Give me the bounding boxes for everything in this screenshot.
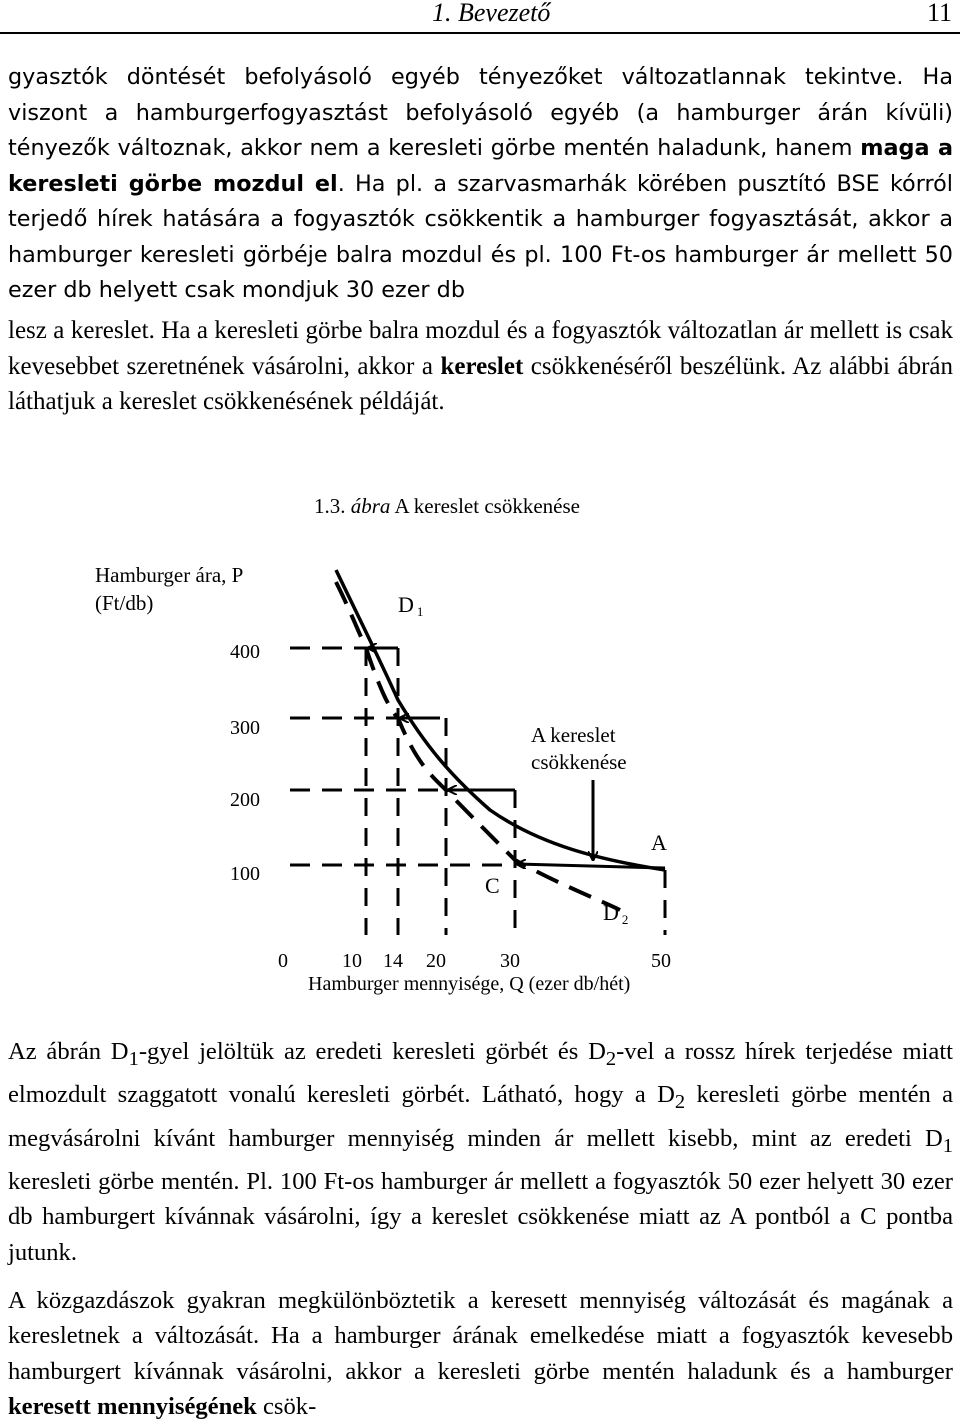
annotation-line2: csökkenése [531, 750, 627, 774]
point-a-label: A [651, 830, 667, 855]
p1-text-b: . Ha pl. a szarvasmarhák körében pusztító BSE kórról terjedő hírek hatására a fogyasztók csökkentik a hamburger fogyasztását, akkor a hamburger keresleti görbéje balra mozdul és pl. 100 Ft-os hamburger ár mellett 50 ezer db helyett csak mondjuk 30 ezer db [8, 170, 953, 303]
p1-text-a: gyasztók döntését befolyásoló egyéb tényezőket változatlannak tekintve. Ha viszont a hamburgerfogyasztást befolyásoló egyéb (a hamburger árán kívüli) tényezők változnak, akkor nem a keresleti görbe mentén haladunk, hanem [8, 64, 953, 161]
y-tick-400: 400 [230, 641, 260, 663]
paragraph-3: A közgazdászok gyakran megkülönböztetik a keresett mennyiség változását és magának a keresletnek a változását. Ha a hamburger árának emelkedése miatt a fogyasztók kevesebb hamburgert kívánnak vásárolni, akkor a keresleti görbe mentén haladunk és a hamburger keresett mennyiségének csök- [8, 1287, 953, 1421]
d2-label: D 2 [603, 900, 629, 927]
d1-curve [336, 570, 665, 870]
x-tick-14: 14 [383, 950, 403, 972]
chapter-title: 1. Bevezető [432, 0, 551, 27]
p1b-text-b: csökkenéséről beszélünk. Az alábbi ábrán láthatjuk a kereslet csökkenésének példáját. [8, 352, 953, 415]
x-axis-label: Hamburger mennyisége, Q (ezer db/hét) [308, 973, 631, 995]
annotation-line1: A kereslet [531, 723, 616, 747]
paragraph-1 [8, 60, 953, 309]
y-tick-100: 100 [230, 863, 260, 885]
x-tick-10: 10 [342, 950, 362, 972]
paragraph-2: Az ábrán $D_1$-gyel jelöltük az eredeti keresleti görbét és $D_2$-vel a rossz hírek terjedése miatt elmozdult szaggatott vonalú keresleti görbét. Látható, hogy a $D_2$ keresleti görbe mentén a megvásárolni kívánt hamburger mennyiség minden ár mellett kisebb, mint az eredeti $D_1$ keresleti görbe mentén. Pl. 100 Ft-os hamburger ár mellett a fogyasztók 50 ezer helyett 30 ezer db hamburgert kívánnak vásárolni, így a kereslet csökkenése miatt az A pontból a C pontba jutunk. [8, 1038, 954, 1266]
caption-number: 1.3. [314, 494, 346, 518]
caption-title: A kereslet csökkenése [394, 494, 580, 518]
y-axis-label-line1: Hamburger ára, P [95, 563, 244, 587]
y-axis-label-line2: (Ft/db) [95, 591, 154, 615]
p1b-bold: kereslet [440, 352, 524, 380]
page-number: 11 [926, 0, 952, 27]
x-tick-50: 50 [651, 950, 671, 972]
caption-italic: ábra [350, 494, 391, 518]
x-tick-20: 20 [426, 950, 446, 972]
p1-bold: maga a keresleti görbe mozdul el [8, 135, 953, 197]
y-tick-200: 200 [230, 789, 260, 811]
x-tick-30: 30 [500, 950, 520, 972]
p1b-text-a: lesz a kereslet. Ha a keresleti görbe balra mozdul és a fogyasztók változatlan ár mellett is csak kevesebbet szeretnének vásárolni, akkor a [8, 317, 953, 380]
page-header [0, 0, 960, 34]
d1-label: D 1 [398, 592, 424, 619]
figure-caption [314, 494, 580, 519]
point-c-label: C [485, 873, 500, 898]
paragraph-1-cont [8, 313, 953, 420]
origin-label: 0 [278, 950, 288, 972]
demand-chart [0, 540, 960, 1000]
y-tick-300: 300 [230, 717, 260, 739]
